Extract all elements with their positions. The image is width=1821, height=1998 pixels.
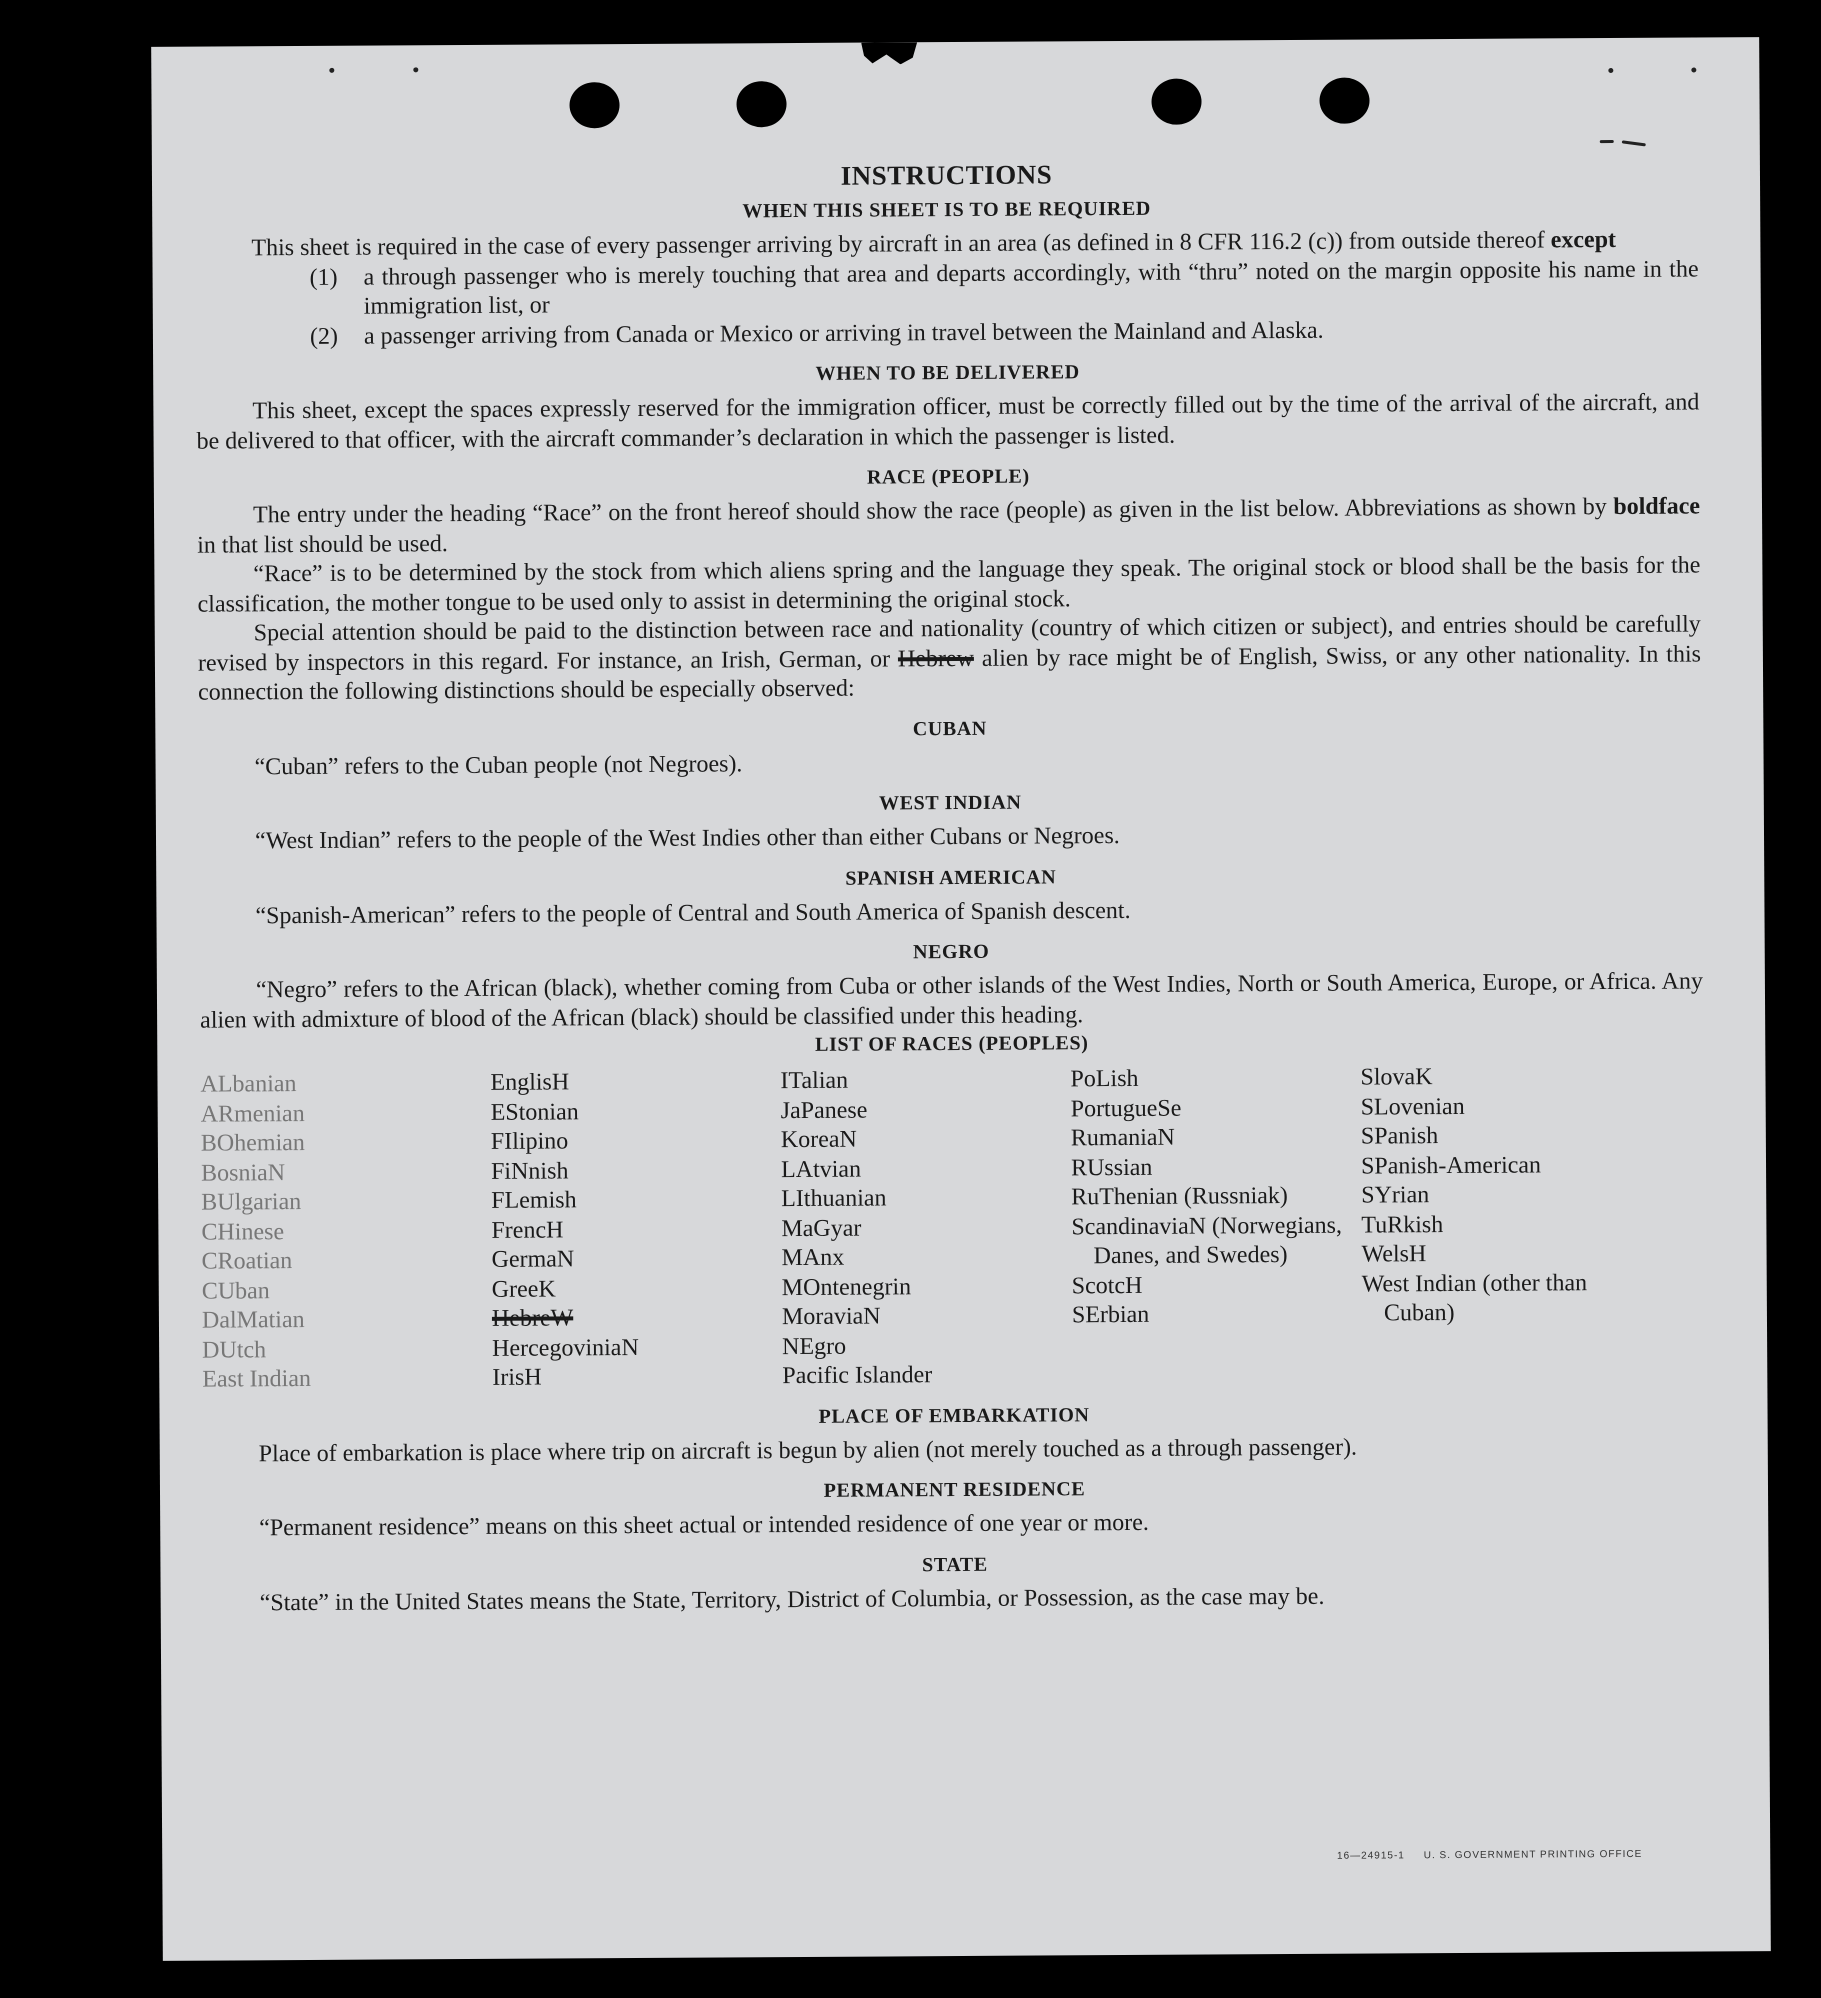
race-item: LAtvian xyxy=(780,1156,862,1183)
race-column xyxy=(780,1065,1072,1391)
paragraph: “State” in the United States means the State, Territory, District of Columbia, or Possession, as the case may be. xyxy=(259,1583,1325,1616)
speck xyxy=(1622,140,1646,146)
paragraph: Place of embarkation is place where trip on aircraft is begun by alien (not merely touched as a through passenger). xyxy=(258,1434,1358,1467)
race-item: Pacific Islander xyxy=(782,1362,933,1390)
section-heading: STATE xyxy=(922,1553,988,1576)
race-item: CRoatian xyxy=(201,1248,293,1275)
race-item: WelsH xyxy=(1361,1241,1427,1268)
paragraph: “Cuban” refers to the Cuban people (not Negroes). xyxy=(254,750,743,780)
paragraph: “Race” is to be determined by the stock from which aliens spring and the language they speak. The original stock or blood shall be the basis for the classification, the mother tongue to be used only to assist in determining the original stock. xyxy=(197,552,1701,618)
speck xyxy=(1600,140,1614,143)
race-item: GermaN xyxy=(491,1246,575,1273)
paragraph: The entry under the heading “Race” on the front hereof should show the race (people) as given in the list below. Abbreviations as shown by boldface in that list should be used. xyxy=(197,493,1701,559)
race-item: SlovaK xyxy=(1360,1064,1433,1091)
race-item: SYrian xyxy=(1361,1182,1430,1209)
section-heading: RACE (PEOPLE) xyxy=(866,465,1030,489)
speck xyxy=(413,67,418,72)
paragraph: Special attention should be paid to the distinction between race and nationality (country of which citizen or subject), and entries should be carefully revised by inspectors in this regard. For instance, an Irish, German, or Hebrew alien by race might be of English, Swiss, or any other nationality. In this connection the following distinctions should be especially observed: xyxy=(197,611,1701,706)
list-item: (1) a through passenger who is merely touching that area and departs accordingly, with “thru” noted on the margin opposite his name in the immigration list, or xyxy=(309,255,1699,320)
race-item: CUban xyxy=(201,1277,270,1305)
race-item-struck: HebreW xyxy=(491,1305,574,1332)
race-item: SLovenian xyxy=(1360,1093,1465,1121)
section-heading: PLACE OF EMBARKATION xyxy=(818,1403,1090,1428)
race-item: MAnx xyxy=(781,1244,845,1272)
race-item: SPanish-American xyxy=(1360,1151,1542,1180)
paragraph: “Spanish-American” refers to the people of Central and South America of Spanish descent. xyxy=(255,897,1131,929)
race-column xyxy=(200,1069,492,1395)
section-heading: WHEN THIS SHEET IS TO BE REQUIRED xyxy=(742,197,1151,223)
race-item: RUssian xyxy=(1070,1154,1153,1181)
race-item: SPanish xyxy=(1360,1123,1439,1150)
section-heading: LIST OF RACES (PEOPLES) xyxy=(815,1032,1089,1056)
list-item: (2) a passenger arriving from Canada or Mexico or arriving in travel between the Mainland and Alaska. xyxy=(309,317,1324,350)
paragraph: This sheet, except the spaces expressly reserved for the immigration officer, must be correctly filled out by the time of the arrival of the aircraft, and be delivered to that officer, with the aircraft commander’s declaration in which the passenger is listed. xyxy=(196,389,1700,455)
race-column xyxy=(1360,1062,1652,1388)
race-item: RuThenian (Russniak) xyxy=(1071,1183,1288,1211)
race-item: KoreaN xyxy=(780,1126,857,1154)
race-item: NEgro xyxy=(782,1333,847,1360)
race-item: EStonian xyxy=(490,1098,579,1126)
race-item: BOhemian xyxy=(200,1130,305,1157)
race-item: CHinese xyxy=(201,1218,285,1246)
race-item: FiNnish xyxy=(490,1157,569,1185)
paragraph: “Permanent residence” means on this sheet actual or intended residence of one year or more. xyxy=(259,1509,1149,1542)
speck xyxy=(1608,68,1613,73)
race-item: PortugueSe xyxy=(1070,1095,1182,1122)
race-item: MOntenegrin xyxy=(781,1273,912,1301)
race-item: BosniaN xyxy=(200,1159,286,1187)
race-item: HercegoviniaN xyxy=(492,1334,639,1362)
race-item: SErbian xyxy=(1071,1301,1150,1329)
race-item: IrisH xyxy=(492,1364,542,1391)
race-item: ScotcH xyxy=(1071,1272,1143,1299)
punch-hole xyxy=(736,81,786,127)
race-item: BUlgarian xyxy=(201,1189,302,1216)
punch-hole xyxy=(569,82,619,128)
section-heading: WEST INDIAN xyxy=(879,791,1022,815)
race-item: PoLish xyxy=(1070,1065,1139,1093)
race-item: ScandinaviaN (Norwegians, Danes, and Swedes) xyxy=(1071,1212,1343,1270)
punch-hole xyxy=(1151,79,1201,125)
paper-tear xyxy=(861,42,917,64)
section-heading: NEGRO xyxy=(912,940,990,964)
punch-hole xyxy=(1319,77,1369,123)
instruction-sheet xyxy=(151,37,1771,1961)
race-item: TuRkish xyxy=(1361,1211,1444,1239)
race-item: ALbanian xyxy=(200,1071,297,1098)
race-column xyxy=(490,1067,782,1393)
race-item: DUtch xyxy=(202,1336,267,1364)
page-title: INSTRUCTIONS xyxy=(840,159,1053,191)
race-item: FrencH xyxy=(491,1216,564,1244)
race-item: GreeK xyxy=(491,1275,556,1303)
race-item: FLemish xyxy=(491,1187,577,1214)
race-item: RumaniaN xyxy=(1070,1124,1175,1152)
section-heading: WHEN TO BE DELIVERED xyxy=(815,361,1080,385)
race-list xyxy=(200,1061,1705,1395)
paragraph: This sheet is required in the case of every passenger arriving by aircraft in an area (as defined in 8 CFR 116.2 (c)) from outside thereof except xyxy=(251,226,1617,262)
race-item: FIlipino xyxy=(490,1128,569,1155)
race-item: JaPanese xyxy=(780,1097,868,1124)
paragraph: “Negro” refers to the African (black), whether coming from Cuba or other islands of the West Indies, North or South America, Europe, or Africa. Any alien with admixture of blood of the African (black) should be classified under this heading. xyxy=(200,968,1703,1034)
section-heading: PERMANENT RESIDENCE xyxy=(823,1478,1086,1502)
form-number: 16—24915-1 U. S. GOVERNMENT PRINTING OFFICE xyxy=(1336,1848,1643,1862)
section-heading: SPANISH AMERICAN xyxy=(845,865,1057,890)
race-item: West Indian (other than Cuban) xyxy=(1361,1269,1588,1327)
speck xyxy=(1691,67,1696,72)
race-column xyxy=(1070,1064,1362,1390)
race-item: MaGyar xyxy=(781,1215,862,1242)
race-item: ITalian xyxy=(780,1067,849,1095)
race-item: DalMatian xyxy=(201,1307,305,1334)
section-heading: CUBAN xyxy=(912,717,987,740)
race-item: LIthuanian xyxy=(781,1185,887,1213)
struck-word: Hebrew xyxy=(897,645,974,672)
race-item: ARmenian xyxy=(200,1100,305,1128)
paragraph: “West Indian” refers to the people of the West Indies other than either Cubans or Negroes. xyxy=(254,823,1120,855)
race-item: East Indian xyxy=(202,1365,312,1393)
race-item: MoraviaN xyxy=(781,1303,881,1331)
speck xyxy=(329,68,334,73)
race-item: EnglisH xyxy=(490,1069,570,1096)
